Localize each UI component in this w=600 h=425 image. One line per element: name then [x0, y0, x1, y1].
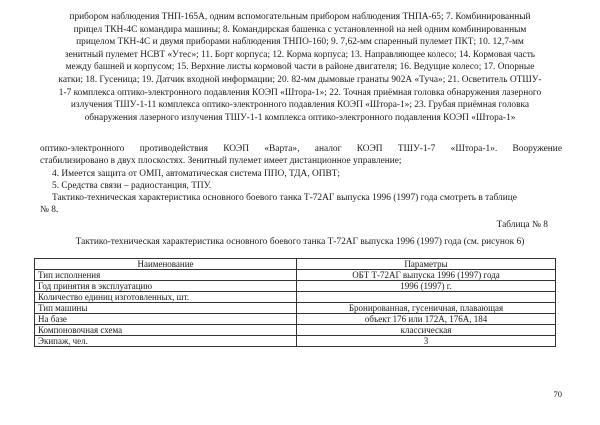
caption-line: прицел ТКН-4С командира машины; 8. Командирская башенка с установленной на ней одним комбинированным	[73, 24, 527, 35]
table-row	[35, 336, 556, 347]
table-row	[35, 303, 556, 314]
caption-line: прицелом ТКН-4С и двумя приборами наблюдения ТНПО-160; 9. 7,62-мм спаренный пулемет ПКТ; 10. 12,7-мм	[76, 37, 524, 48]
table-title: Тактико-техническая характеристика основного боевого танка Т-72АГ выпуска 1996 (1997) года (см. рисунок 6)	[75, 237, 525, 247]
row-value: 1996 (1997) г.	[297, 281, 556, 292]
row-value: 3	[297, 336, 556, 347]
row-value: Бронированная, гусеничная, плавающая	[297, 303, 556, 314]
page-number: 70	[553, 389, 562, 399]
caption-line: излучения ТШУ-1-11 комплекса оптико-электронного подавления КОЭП «Штора-1»; 23. Грубая приёмная головка	[70, 100, 530, 111]
caption-line: прибором наблюдения ТНП-165А, одним вспомогательным прибором наблюдения ТНПА-65; 7. Комбинированный	[69, 12, 531, 22]
row-label: Экипаж, чел.	[35, 336, 297, 347]
row-label: Год принятия в эксплуатацию	[35, 281, 297, 292]
table-row	[35, 314, 556, 325]
list-item: 5. Средства связи – радиостанция, ТПУ.	[52, 180, 212, 191]
column-header: Наименование	[35, 259, 297, 270]
row-label: Тип исполнения	[35, 270, 297, 281]
caption-line: катки; 18. Гусеница; 19. Датчик входной информации; 20. 82-мм дымовые гранаты 902А «Туча»; 21. Осветитель ОТШУ-	[58, 74, 542, 85]
table-number: Таблица № 8	[496, 220, 548, 230]
caption-line: между башней и корпусом; 15. Верхние листы кормовой части в районе двигателя; 16. Ведущие колесо; 17. Опорные	[65, 62, 535, 73]
body-line: стабилизировано в двух плоскостях. Зенитный пулемет имеет дистанционное управление;	[40, 156, 402, 167]
caption-line: 1-7 комплекса оптико-электронного подавления КОЭП «Штора-1»; 22. Точная приёмная головка обнаружения лазерного	[58, 87, 542, 98]
row-label: Компоновочная схема	[35, 325, 297, 336]
row-label: На базе	[35, 314, 297, 325]
table-row	[35, 270, 556, 281]
paragraph: Тактико-техническая характеристика основного боевого танка Т-72АГ выпуска 1996 (1997) года смотреть в таблице	[52, 193, 517, 204]
table-row	[35, 281, 556, 292]
paragraph-end: № 8.	[40, 205, 59, 216]
row-value: объект 176 или 172А, 176А, 184	[297, 314, 556, 325]
body-line: оптико-электронного противодействия КОЭП «Варта», аналог КОЭП ТШУ-1-7 «Штора-1». Вооружение	[40, 144, 562, 154]
row-label: Количество единиц изготовленных, шт.	[35, 292, 297, 303]
figure-caption	[28, 11, 572, 124]
list-item: 4. Имеется защита от ОМП, автоматическая система ППО, ТДА, ОПВТ;	[52, 168, 341, 179]
body-text	[40, 143, 562, 217]
table-row	[35, 325, 556, 336]
row-value	[297, 292, 556, 303]
row-value: классическая	[297, 325, 556, 336]
table-row	[35, 292, 556, 303]
column-header: Параметры	[297, 259, 556, 270]
row-value: ОБТ Т-72АГ выпуска 1996 (1997) года	[297, 270, 556, 281]
table-header-row	[35, 259, 556, 270]
caption-line: зенитный пулемет НСВТ «Утес»; 11. Борт корпуса; 12. Корма корпуса; 13. Направляющее колесо; 14. Кормовая часть	[64, 49, 536, 60]
specs-table	[34, 258, 556, 347]
row-label: Тип машины	[35, 303, 297, 314]
caption-line: обнаружения лазерного излучения ТШУ-1-1 комплекса оптико-электронного подавления КОЭП «Штора-1»	[84, 112, 516, 123]
